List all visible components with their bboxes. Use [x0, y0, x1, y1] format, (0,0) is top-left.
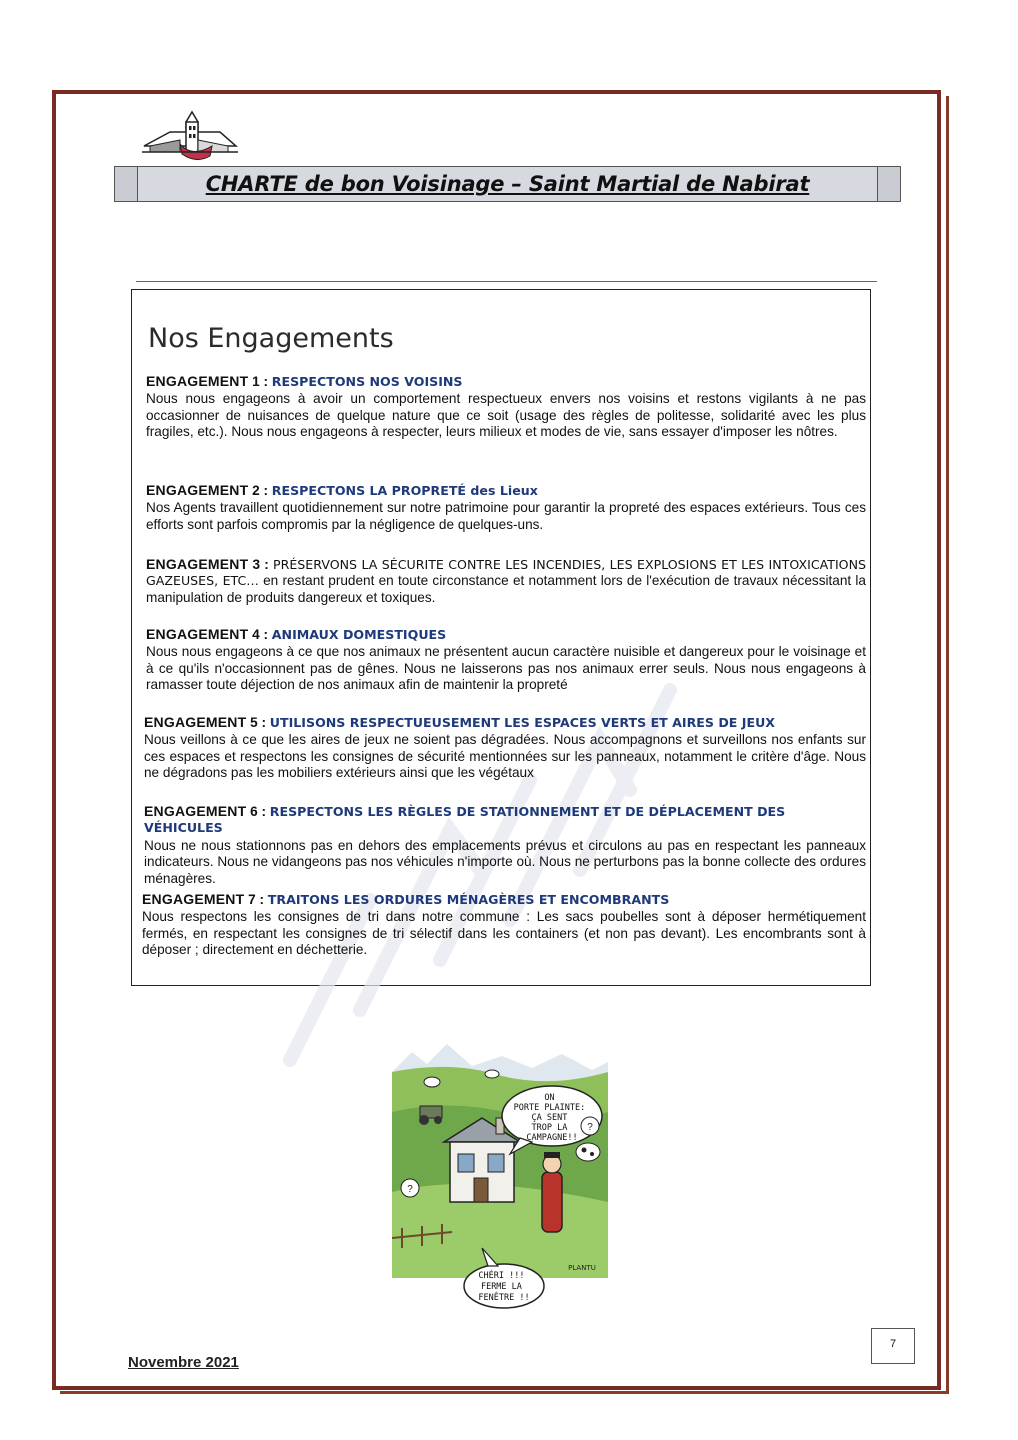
divider-rule — [136, 281, 877, 282]
engagement-number: 7 — [248, 892, 256, 907]
village-logo-icon — [140, 110, 240, 168]
engagement-topic: ANIMAUX DOMESTIQUES — [271, 627, 447, 642]
engagement-5 — [144, 714, 866, 782]
engagement-number: 5 — [250, 715, 258, 730]
engagement-text: en restant prudent en toute circonstance et notamment lors de l'exécution de travaux nécessitant la manipulation de produits dangereux et toxiques. — [146, 573, 866, 605]
cartoon-bubble-line: FERME LA — [480, 1282, 522, 1292]
engagement-text: Nos Agents travaillent quotidiennement sur notre patrimoine pour garantir la propreté des espaces extérieurs. Tous ces efforts sont parfois compromis par la négligence de quelques-uns. — [146, 500, 866, 532]
engagement-label: ENGAGEMENT — [146, 626, 249, 642]
engagement-text: Nous ne nous stationnons pas en dehors des emplacements prévus et circulons au pas en respectant les panneaux indicateurs. Nous ne vidangeons pas nos véhicules n'importe où. Nous ne perturbons pas la bonne collecte des ordures ménagères. — [144, 837, 866, 886]
svg-text:?: ? — [407, 1184, 413, 1195]
cartoon-bubble-line: CHÉRI !!! — [478, 1271, 525, 1281]
svg-text:CHÉRI !!! FERME LA FEN — [478, 1269, 529, 1303]
engagement-2 — [146, 482, 866, 533]
engagement-7 — [142, 891, 866, 959]
engagement-4 — [146, 626, 866, 694]
engagement-6 — [144, 803, 866, 887]
cartoon-bubble-line: ÇA SENT — [531, 1113, 568, 1123]
engagement-separator: : — [263, 483, 268, 498]
engagement-separator: : — [263, 374, 268, 389]
engagement-text: Nous nous engageons à avoir un comportement respectueux envers nos voisins et restons vigilants à ne pas occasionner de nuisances de quelque nature que ce soit (usage des règles de politesse, solidarité avec les plus fragiles, etc.). Nous nous engageons à respecter, leurs milieux et modes de vie, sans essayer d'imposer les nôtres. — [146, 391, 866, 440]
engagement-label: ENGAGEMENT — [146, 373, 249, 389]
engagement-topic: RESPECTONS LA PROPRETÉ des Lieux — [271, 483, 538, 498]
footer-date: Novembre 2021 — [128, 1354, 239, 1371]
cartoon-bubble-line: PORTE PLAINTE: — [513, 1103, 586, 1113]
title-bar — [114, 166, 901, 202]
countryside-cartoon — [392, 1042, 608, 1312]
cartoon-signature: PLANTU — [568, 1264, 596, 1272]
engagement-number: 6 — [250, 804, 258, 819]
engagement-3 — [146, 556, 866, 606]
cartoon-bubble-line: TROP LA — [531, 1123, 568, 1133]
engagement-topic: RESPECTONS NOS VOISINS — [271, 374, 463, 389]
engagement-topic: RESPECTONS LES RÈGLES DE STATIONNEMENT ET DE DÉPLACEMENT DES VÉHICULES — [144, 804, 786, 836]
engagement-separator: : — [261, 804, 266, 819]
cartoon-bubble-line: CAMPAGNE!! — [526, 1133, 578, 1143]
engagement-label: ENGAGEMENT — [144, 714, 247, 730]
engagement-label: ENGAGEMENT — [146, 482, 249, 498]
engagement-separator: : — [261, 715, 266, 730]
engagement-topic: UTILISONS RESPECTUEUSEMENT LES ESPACES VERTS ET AIRES DE JEUX — [269, 715, 776, 730]
cartoon-bubble-line: FENÊTRE !! — [478, 1293, 530, 1303]
cartoon-bubble-line: ON — [544, 1093, 555, 1103]
engagement-number: 1 — [252, 374, 260, 389]
engagement-separator: : — [259, 892, 264, 907]
engagement-text: Nous nous engageons à ce que nos animaux ne présentent aucun caractère nuisible et dangereux pour le voisinage et à ce qu'ils n'occasionnent pas de gênes. Nous ne laisserons pas nos animaux errer seuls. Nous nous engageons à ramasser toute déjection de nos animaux afin de maintenir la propreté — [146, 644, 866, 693]
engagement-topic: PRÉSERVONS LA SÉCURITE CONTRE LES INCENDIES, LES EXPLOSIONS ET LES INTOXICATIONS GAZEUSES, ETC… — [146, 557, 866, 589]
page-number: 7 — [871, 1328, 915, 1364]
page-title: CHARTE de bon Voisinage – Saint Martial de Nabirat — [205, 172, 810, 196]
engagement-label: ENGAGEMENT — [144, 803, 247, 819]
engagement-label: ENGAGEMENT — [146, 556, 249, 572]
engagement-topic: TRAITONS LES ORDURES MÉNAGÈRES ET ENCOMBRANTS — [267, 892, 670, 907]
engagement-1 — [146, 373, 866, 441]
svg-text:?: ? — [587, 1122, 593, 1133]
engagement-number: 4 — [252, 627, 260, 642]
engagement-label: ENGAGEMENT — [142, 891, 245, 907]
engagement-separator: : — [263, 627, 268, 642]
section-heading: Nos Engagements — [148, 323, 394, 354]
engagement-number: 3 — [252, 557, 261, 572]
engagement-text: Nous veillons à ce que les aires de jeux ne soient pas dégradées. Nous accompagnons et surveillons nos enfants sur ces espaces et respectons les consignes de sécurité mentionnées sur les panneaux, notamment le critère d'âge. Nous ne dégradons pas les mobiliers extérieurs ainsi que les végétaux — [144, 732, 866, 781]
engagement-separator: : — [264, 557, 269, 572]
engagement-number: 2 — [252, 483, 260, 498]
engagement-text: Nous respectons les consignes de tri dans notre commune : Les sacs poubelles sont à déposer hermétiquement fermés, en respectant les consignes de tri sélectif dans les containers (et non pas devant). Les encombrants sont à déposer ; directement en déchetterie. — [142, 909, 866, 958]
